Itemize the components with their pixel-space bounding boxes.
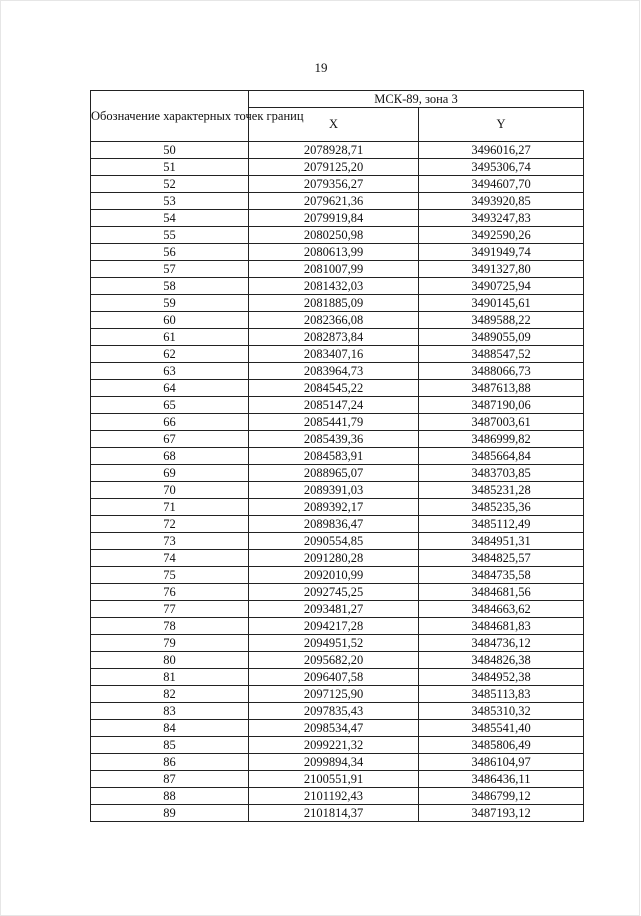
table-row	[91, 312, 584, 329]
table-row	[91, 805, 584, 822]
x-value: 2081432,03	[249, 278, 419, 295]
x-value: 2081007,99	[249, 261, 419, 278]
y-value: 3486999,82	[419, 431, 584, 448]
y-value: 3485113,83	[419, 686, 584, 703]
table-row	[91, 533, 584, 550]
y-value: 3492590,26	[419, 227, 584, 244]
x-value: 2094217,28	[249, 618, 419, 635]
x-value: 2085439,36	[249, 431, 419, 448]
x-value: 2079621,36	[249, 193, 419, 210]
point-number: 52	[91, 176, 249, 193]
x-value: 2089392,17	[249, 499, 419, 516]
y-value: 3496016,27	[419, 142, 584, 159]
table-row	[91, 397, 584, 414]
y-value: 3485541,40	[419, 720, 584, 737]
point-number: 53	[91, 193, 249, 210]
table-row	[91, 635, 584, 652]
point-number: 56	[91, 244, 249, 261]
y-value: 3484952,38	[419, 669, 584, 686]
x-value: 2098534,47	[249, 720, 419, 737]
table-row	[91, 380, 584, 397]
x-value: 2095682,20	[249, 652, 419, 669]
x-value: 2101814,37	[249, 805, 419, 822]
x-value: 2082873,84	[249, 329, 419, 346]
x-value: 2089836,47	[249, 516, 419, 533]
table-row	[91, 414, 584, 431]
x-value: 2101192,43	[249, 788, 419, 805]
x-value: 2079125,20	[249, 159, 419, 176]
x-value: 2081885,09	[249, 295, 419, 312]
x-value: 2099894,34	[249, 754, 419, 771]
x-value: 2093481,27	[249, 601, 419, 618]
point-number: 87	[91, 771, 249, 788]
x-value: 2078928,71	[249, 142, 419, 159]
point-number: 86	[91, 754, 249, 771]
x-value: 2080250,98	[249, 227, 419, 244]
y-value: 3485806,49	[419, 737, 584, 754]
x-value: 2080613,99	[249, 244, 419, 261]
table-row	[91, 652, 584, 669]
table-row	[91, 550, 584, 567]
y-value: 3488547,52	[419, 346, 584, 363]
table-row	[91, 227, 584, 244]
point-number: 72	[91, 516, 249, 533]
table-row	[91, 142, 584, 159]
x-value: 2089391,03	[249, 482, 419, 499]
y-value: 3493920,85	[419, 193, 584, 210]
table-row	[91, 788, 584, 805]
point-number: 79	[91, 635, 249, 652]
y-value: 3485664,84	[419, 448, 584, 465]
y-value: 3488066,73	[419, 363, 584, 380]
point-number: 50	[91, 142, 249, 159]
table-row	[91, 346, 584, 363]
y-value: 3487193,12	[419, 805, 584, 822]
point-number: 75	[91, 567, 249, 584]
y-value: 3487190,06	[419, 397, 584, 414]
table-row	[91, 295, 584, 312]
y-value: 3484951,31	[419, 533, 584, 550]
x-value: 2092745,25	[249, 584, 419, 601]
point-number: 70	[91, 482, 249, 499]
point-number: 61	[91, 329, 249, 346]
y-value: 3494607,70	[419, 176, 584, 193]
point-number: 51	[91, 159, 249, 176]
x-value: 2084545,22	[249, 380, 419, 397]
table-row	[91, 193, 584, 210]
point-number: 57	[91, 261, 249, 278]
point-number: 69	[91, 465, 249, 482]
table-row	[91, 210, 584, 227]
table-row	[91, 703, 584, 720]
table-row	[91, 499, 584, 516]
table-row	[91, 584, 584, 601]
x-value: 2084583,91	[249, 448, 419, 465]
table-row	[91, 159, 584, 176]
point-number: 80	[91, 652, 249, 669]
point-number: 63	[91, 363, 249, 380]
table-row	[91, 754, 584, 771]
y-value: 3485231,28	[419, 482, 584, 499]
y-value: 3487613,88	[419, 380, 584, 397]
point-number: 74	[91, 550, 249, 567]
table-row	[91, 686, 584, 703]
table-row	[91, 431, 584, 448]
y-value: 3484681,56	[419, 584, 584, 601]
point-number: 59	[91, 295, 249, 312]
table-row	[91, 261, 584, 278]
y-value: 3491949,74	[419, 244, 584, 261]
y-value: 3485310,32	[419, 703, 584, 720]
x-value: 2090554,85	[249, 533, 419, 550]
point-label-header: Обозначение характерных точек границ	[91, 91, 249, 142]
x-value: 2097125,90	[249, 686, 419, 703]
y-value: 3484826,38	[419, 652, 584, 669]
point-number: 60	[91, 312, 249, 329]
table-row	[91, 669, 584, 686]
x-value: 2085441,79	[249, 414, 419, 431]
y-value: 3489055,09	[419, 329, 584, 346]
coordinate-system-header: МСК-89, зона 3	[249, 91, 584, 108]
x-value: 2100551,91	[249, 771, 419, 788]
point-number: 66	[91, 414, 249, 431]
table-row	[91, 278, 584, 295]
table-row	[91, 737, 584, 754]
y-value: 3486799,12	[419, 788, 584, 805]
point-number: 65	[91, 397, 249, 414]
table-row	[91, 176, 584, 193]
point-number: 58	[91, 278, 249, 295]
y-value: 3490725,94	[419, 278, 584, 295]
y-value: 3485112,49	[419, 516, 584, 533]
x-value: 2094951,52	[249, 635, 419, 652]
point-number: 83	[91, 703, 249, 720]
point-number: 76	[91, 584, 249, 601]
x-header: X	[249, 108, 419, 142]
point-number: 73	[91, 533, 249, 550]
point-number: 89	[91, 805, 249, 822]
y-value: 3485235,36	[419, 499, 584, 516]
x-value: 2088965,07	[249, 465, 419, 482]
y-value: 3495306,74	[419, 159, 584, 176]
x-value: 2099221,32	[249, 737, 419, 754]
y-value: 3484681,83	[419, 618, 584, 635]
table-row	[91, 516, 584, 533]
point-number: 54	[91, 210, 249, 227]
page-number: 19	[314, 60, 328, 75]
x-value: 2085147,24	[249, 397, 419, 414]
table-row	[91, 329, 584, 346]
y-value: 3490145,61	[419, 295, 584, 312]
table-row	[91, 567, 584, 584]
point-number: 78	[91, 618, 249, 635]
coordinates-table	[90, 90, 584, 822]
table-body	[91, 142, 584, 822]
point-number: 85	[91, 737, 249, 754]
x-value: 2079356,27	[249, 176, 419, 193]
table-row	[91, 771, 584, 788]
y-value: 3484663,62	[419, 601, 584, 618]
table-row	[91, 618, 584, 635]
y-value: 3484736,12	[419, 635, 584, 652]
y-value: 3493247,83	[419, 210, 584, 227]
point-number: 64	[91, 380, 249, 397]
table-row	[91, 720, 584, 737]
x-value: 2079919,84	[249, 210, 419, 227]
x-value: 2083964,73	[249, 363, 419, 380]
table-row	[91, 601, 584, 618]
y-value: 3484825,57	[419, 550, 584, 567]
point-number: 84	[91, 720, 249, 737]
point-number: 81	[91, 669, 249, 686]
x-value: 2091280,28	[249, 550, 419, 567]
y-value: 3489588,22	[419, 312, 584, 329]
x-value: 2096407,58	[249, 669, 419, 686]
table-row	[91, 448, 584, 465]
y-value: 3486436,11	[419, 771, 584, 788]
y-value: 3491327,80	[419, 261, 584, 278]
point-number: 55	[91, 227, 249, 244]
x-value: 2082366,08	[249, 312, 419, 329]
point-number: 77	[91, 601, 249, 618]
y-value: 3486104,97	[419, 754, 584, 771]
y-value: 3487003,61	[419, 414, 584, 431]
y-value: 3484735,58	[419, 567, 584, 584]
point-number: 67	[91, 431, 249, 448]
point-number: 82	[91, 686, 249, 703]
point-number: 62	[91, 346, 249, 363]
table-row	[91, 363, 584, 380]
table-row	[91, 482, 584, 499]
y-header: Y	[419, 108, 584, 142]
point-number: 71	[91, 499, 249, 516]
y-value: 3483703,85	[419, 465, 584, 482]
x-value: 2083407,16	[249, 346, 419, 363]
point-number: 88	[91, 788, 249, 805]
table-row	[91, 465, 584, 482]
x-value: 2097835,43	[249, 703, 419, 720]
point-number: 68	[91, 448, 249, 465]
x-value: 2092010,99	[249, 567, 419, 584]
table-row	[91, 244, 584, 261]
